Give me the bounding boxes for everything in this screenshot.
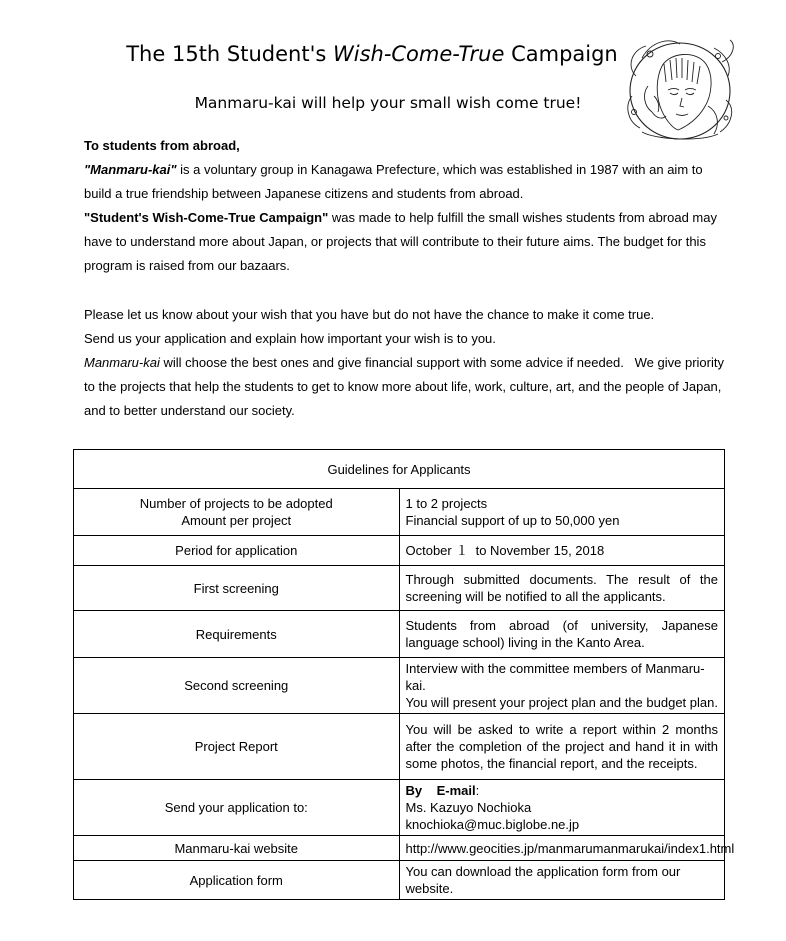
table-row: [74, 489, 725, 536]
send-value: By E-mail: Ms. Kazuyo Nochioka knochioka@muc.biglobe.ne.jp: [399, 780, 725, 836]
table-row: [74, 861, 725, 900]
table-row: [74, 611, 725, 658]
intro-text: [84, 134, 724, 423]
projects-value: 1 to 2 projects Financial support of up to 50,000 yen: [399, 489, 725, 536]
form-value: You can download the application form from our website.: [399, 861, 725, 900]
title-suffix: Campaign: [504, 42, 618, 66]
greeting: To students from abroad,: [84, 138, 240, 153]
selection-text: will choose the best ones and give financial support with some advice if needed. We give priority to the projects that help the students to get to know more about life, work, culture, art, and the people of Japan, and to better understand our society.: [84, 354, 724, 419]
table-row: [74, 566, 725, 611]
group-name-italic: Manmaru-kai: [84, 354, 160, 370]
website-label: Manmaru-kai website: [74, 836, 400, 861]
intro-paragraph-campaign: [84, 206, 724, 278]
about-text: is a voluntary group in Kanagawa Prefecture, which was established in 1987 with an aim to build a true friendship between Japanese citizens and students from abroad.: [84, 162, 703, 202]
projects-label: Number of projects to be adopted Amount per project: [74, 489, 400, 536]
wish-line-2: Send us your application and explain how important your wish is to you.: [84, 330, 496, 346]
wish-line-1: Please let us know about your wish that you have but do not have the chance to make it come true.: [84, 306, 655, 322]
table-row: [74, 658, 725, 714]
title-prefix: The 15th Student's: [126, 42, 333, 66]
second-screening-value: Interview with the committee members of Manmaru-kai. You will present your project plan and the budget plan.: [399, 658, 725, 714]
first-screening-value: Through submitted documents. The result of the screening will be notified to all the applicants.: [399, 566, 725, 611]
project-report-value: You will be asked to write a report within 2 months after the completion of the project and hand it in with some photos, the financial report, and the receipts.: [399, 714, 725, 780]
requirements-label: Requirements: [74, 611, 400, 658]
table-row: [74, 536, 725, 566]
group-name: "Manmaru-kai": [84, 162, 177, 178]
period-label: Period for application: [74, 536, 400, 566]
title-italic: Wish-Come-True: [332, 42, 505, 66]
intro-paragraph-about: [84, 158, 724, 206]
send-method: By E-mail: [405, 783, 476, 798]
intro-paragraph-selection: [84, 351, 724, 423]
requirements-value: Students from abroad (of university, Japanese language school) living in the Kanto Area.: [399, 611, 725, 658]
girl-portrait-illustration-icon: [622, 36, 738, 146]
guidelines-heading: Guidelines for Applicants: [74, 450, 725, 489]
table-row: [74, 836, 725, 861]
campaign-text: was made to help fulfill the small wishes students from abroad may have to understand more about Japan, or projects that will contribute to their future aims. The budget for this program is raised from our bazaars.: [84, 210, 717, 274]
send-label: Send your application to:: [74, 780, 400, 836]
form-label: Application form: [74, 861, 400, 900]
first-screening-label: First screening: [74, 566, 400, 611]
second-screening-label: Second screening: [74, 658, 400, 714]
guidelines-table: [73, 449, 735, 900]
website-link[interactable]: http://www.geocities.jp/manmarumanmarukai/index1.html: [399, 836, 725, 861]
send-contact: Ms. Kazuyo Nochioka knochioka@muc.biglobe.ne.jp: [405, 800, 580, 832]
project-report-label: Project Report: [74, 714, 400, 780]
period-value: October １ to November 15, 2018: [399, 536, 725, 566]
campaign-name: "Student's Wish-Come-True Campaign": [84, 210, 329, 226]
subtitle: Manmaru-kai will help your small wish come true!: [194, 94, 582, 112]
table-row: [74, 780, 725, 836]
table-row: [74, 714, 725, 780]
